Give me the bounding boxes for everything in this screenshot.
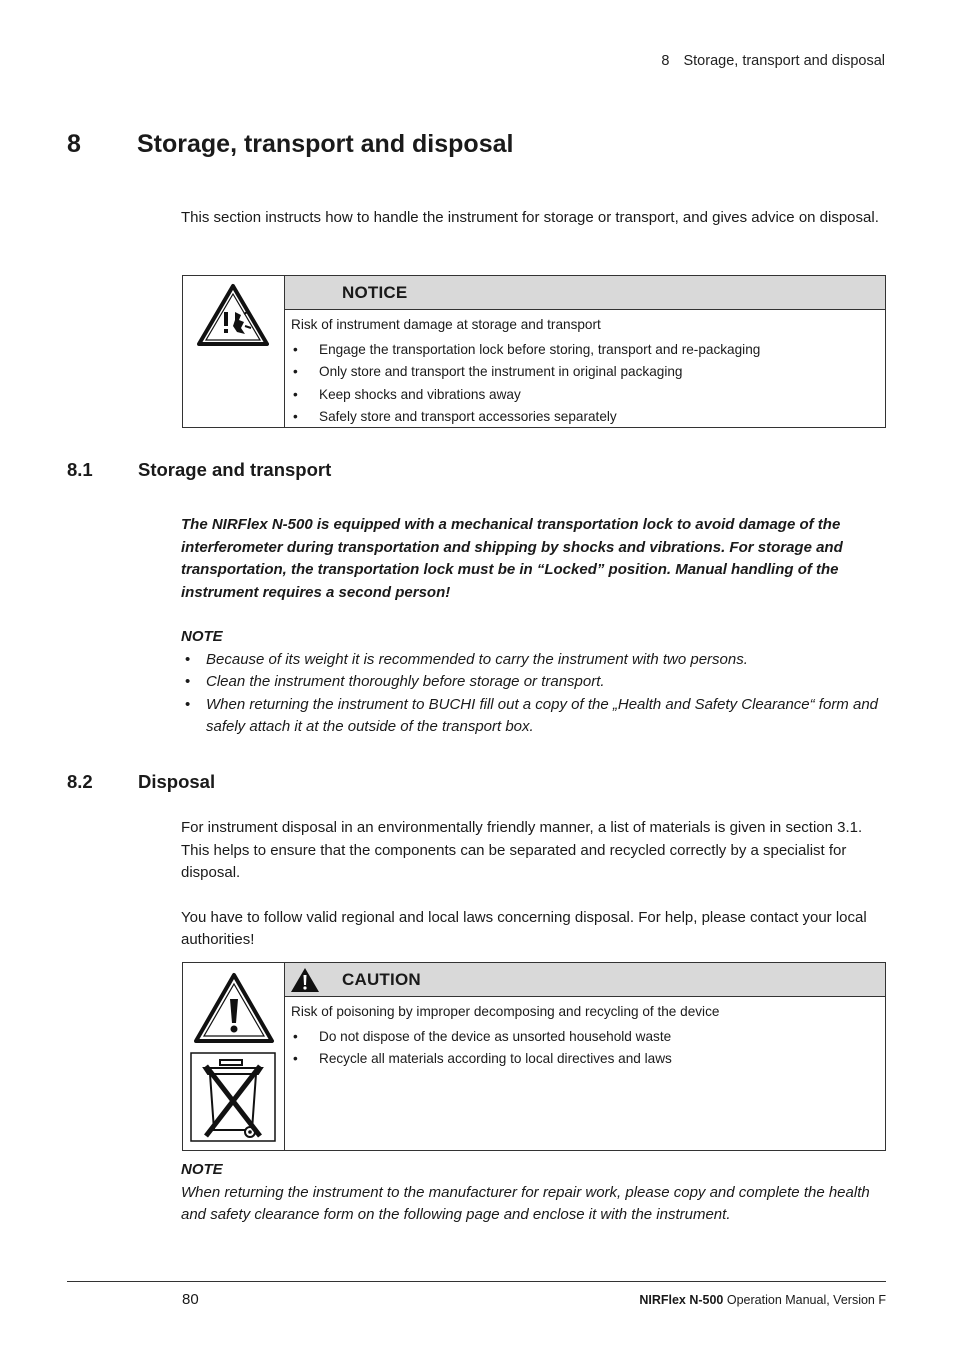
notice-icon-cell	[183, 276, 285, 427]
notice-item: • Safely store and transport accessories separately	[291, 406, 879, 429]
warning-triangle-small-icon	[290, 967, 320, 993]
chapter-title: Storage, transport and disposal	[137, 130, 514, 158]
caution-list	[291, 1026, 879, 1071]
disposal-paragraph-1: For instrument disposal in an environmentally friendly manner, a list of materials is given in section 3.1. This helps to ensure that the components can be separated and recycled correctly by a specialist for disposal.	[181, 819, 863, 881]
notice-header	[285, 276, 885, 310]
caution-lead: Risk of poisoning by improper decomposing and recycling of the device	[291, 1004, 720, 1019]
notice-body	[285, 310, 885, 433]
section-8-2-body	[181, 817, 881, 952]
final-note-label: NOTE	[181, 1161, 223, 1178]
page-number: 80	[182, 1291, 199, 1308]
running-header-number: 8	[661, 53, 670, 69]
disposal-paragraph-2: You have to follow valid regional and local laws concerning disposal. For help, please contact your local authorities!	[181, 908, 867, 948]
chapter-number: 8	[67, 130, 81, 158]
section-number: 8.2	[67, 771, 93, 792]
caution-signal-word: CAUTION	[342, 969, 421, 989]
note-item: • When returning the instrument to BUCHI fill out a copy of the „Health and Safety Clearance“ form and safely attach it at the outside of the transport box.	[183, 694, 881, 739]
section-number: 8.1	[67, 459, 93, 480]
final-note	[181, 1159, 881, 1227]
caution-body	[285, 997, 885, 1075]
caution-item: • Do not dispose of the device as unsorted household waste	[291, 1026, 879, 1049]
chapter-intro-text: This section instructs how to handle the instrument for storage or transport, and gives advice on disposal.	[181, 209, 879, 226]
chapter-heading	[67, 130, 513, 159]
crossed-out-wheelie-bin-icon	[190, 1052, 276, 1142]
note-list	[183, 649, 881, 739]
section-title: Disposal	[138, 771, 216, 792]
footer-product: NIRFlex N-500	[639, 1293, 724, 1307]
footer-document-title	[639, 1293, 886, 1307]
section-title: Storage and transport	[138, 459, 332, 480]
chapter-intro	[181, 207, 881, 230]
final-note-text: When returning the instrument to the manufacturer for repair work, please copy and complete the health and safety clearance form on the following page and enclose it with the instrument.	[181, 1183, 870, 1223]
footer-divider	[67, 1281, 886, 1282]
footer-manual: Operation Manual, Version F	[726, 1293, 886, 1307]
note-item: • Because of its weight it is recommended to carry the instrument with two persons.	[183, 649, 881, 672]
notice-list	[291, 339, 879, 429]
caution-item: • Recycle all materials according to local directives and laws	[291, 1048, 879, 1071]
notice-item: • Engage the transportation lock before storing, transport and re-packaging	[291, 339, 879, 362]
warning-triangle-icon	[193, 971, 275, 1045]
note-item: • Clean the instrument thoroughly before storage or transport.	[183, 671, 881, 694]
warning-triangle-breakage-icon	[197, 282, 269, 348]
section-heading-8-1	[67, 459, 331, 481]
notice-item: • Keep shocks and vibrations away	[291, 384, 879, 407]
running-header	[661, 53, 885, 69]
caution-box	[182, 962, 886, 1151]
running-header-title: Storage, transport and disposal	[683, 53, 885, 69]
notice-box	[182, 275, 886, 428]
section-heading-8-2	[67, 771, 215, 793]
transport-lock-emphasis: The NIRFlex N-500 is equipped with a mechanical transportation lock to avoid damage of the interferometer during transportation and shipping by shocks and vibrations. For storage and transportation, the transportation lock must be in “Locked” position. Manual handling of the instrument requires a second person!	[181, 516, 843, 601]
notice-signal-word: NOTICE	[342, 282, 408, 302]
caution-icon-cell	[183, 963, 285, 1150]
notice-item: • Only store and transport the instrument in original packaging	[291, 361, 879, 384]
note-label: NOTE	[181, 628, 223, 645]
section-8-1-body	[181, 514, 881, 739]
notice-lead: Risk of instrument damage at storage and transport	[291, 317, 601, 332]
caution-header	[285, 963, 885, 997]
